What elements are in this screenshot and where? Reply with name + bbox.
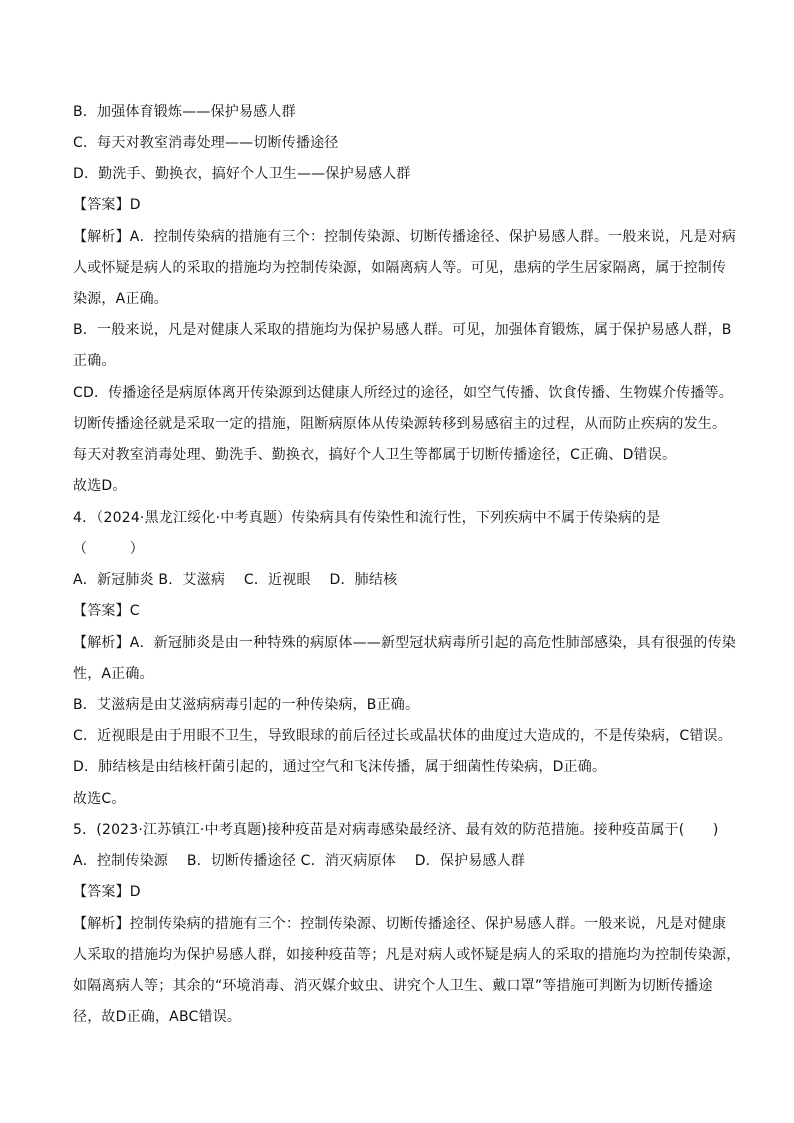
answer-line: 【答案】D [73,197,141,213]
question-4-options: A．新冠肺炎 B．艾滋病 C．近视眼 D．肺结核 [73,572,398,588]
option-b-line: B．加强体育锻炼——保护易感人群 [73,104,296,120]
analysis-line: 人采取的措施均为保护易感人群，如接种疫苗等；凡是对病人或怀疑是病人的采取的措施均为控制传染源， [73,947,741,963]
analysis-line: 切断传播途径就是采取一定的措施，阻断病原体从传染源转移到易感宿主的过程，从而防止疾病的发生。 [73,416,727,432]
option-d-line: D．勤洗手、勤换衣，搞好个人卫生——保护易感人群 [73,166,411,182]
analysis-line: 【解析】A．新冠肺炎是由一种特殊的病原体——新型冠状病毒所引起的高危性肺部感染，具有很强的传染 [73,635,736,651]
analysis-line: 染源，A正确。 [73,291,168,307]
analysis-line: 正确。 [73,353,116,369]
analysis-line: 【解析】控制传染病的措施有三个：控制传染源、切断传播途径、保护易感人群。一般来说，凡是对健康 [73,916,727,932]
analysis-line: 每天对教室消毒处理、勤洗手、勤换衣，搞好个人卫生等都属于切断传播途径，C正确、D错误。 [73,447,677,463]
analysis-line: 人或怀疑是病人的采取的措施均为控制传染源，如隔离病人等。可见，患病的学生居家隔离，属于控制传 [73,260,727,276]
conclusion-line: 故选C。 [73,791,126,807]
question-5-stem: 5．(2023·江苏镇江·中考真题)接种疫苗是对病毒感染最经济、最有效的防范措施。接种疫苗属于( ) [73,822,719,838]
answer-line: 【答案】D [73,884,141,900]
analysis-line: B．一般来说，凡是对健康人采取的措施均为保护易感人群。可见，加强体育锻炼，属于保护易感人群，B [73,322,732,338]
analysis-line: B．艾滋病是由艾滋病病毒引起的一种传染病，B正确。 [73,697,420,713]
question-5-options: A．控制传染源 B．切断传播途径 C．消灭病原体 D．保护易感人群 [73,853,526,869]
analysis-line: D．肺结核是由结核杆菌引起的，通过空气和飞沫传播，属于细菌性传染病，D正确。 [73,759,607,775]
answer-line: 【答案】C [73,603,140,619]
analysis-line: 性，A正确。 [73,666,154,682]
analysis-line: C．近视眼是由于用眼不卫生，导致眼球的前后径过长或晶状体的曲度过大造成的，不是传染病，C错误。 [73,728,732,744]
analysis-line: 【解析】A．控制传染病的措施有三个：控制传染源、切断传播途径、保护易感人群。一般来说，凡是对病 [73,229,736,245]
analysis-line: CD．传播途径是病原体离开传染源到达健康人所经过的途径，如空气传播、饮食传播、生物媒介传播等。 [73,385,733,401]
question-4-stem: 4．（2024·黑龙江绥化·中考真题）传染病具有传染性和流行性，下列疾病中不属于传染病的是 [73,510,661,526]
conclusion-line: 故选D。 [73,478,127,494]
analysis-line: 径，故D正确，ABC错误。 [73,1009,242,1025]
option-c-line: C．每天对教室消毒处理——切断传播途径 [73,135,339,151]
question-4-blank: （ ） [73,541,144,557]
analysis-line: 如隔离病人等；其余的“环境消毒、消灭媒介蚊虫、讲究个人卫生、戴口罩”等措施可判断为切断传播途 [73,978,713,994]
